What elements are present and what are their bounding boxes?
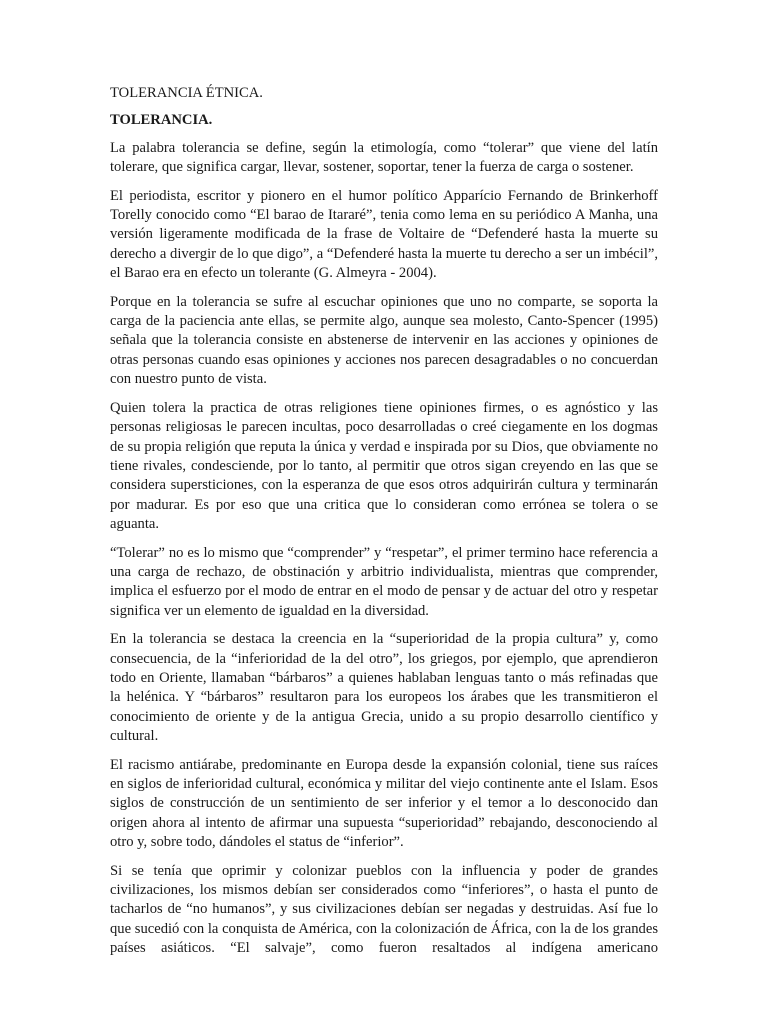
paragraph-canto-spencer: Porque en la tolerancia se sufre al escuchar opiniones que uno no comparte, se soporta la carga de la paciencia ante ellas, se permite algo, aunque sea molesto, Canto-Spencer (1995) señala que la tolerancia consiste en abstenerse de intervenir en las acciones y opiniones de otras personas cuando esas opiniones y acciones nos parecen desagradables o no concuerdan con nuestro punto de vista. [110, 293, 658, 388]
paragraph-superioridad: En la tolerancia se destaca la creencia en la “superioridad de la propia cultura” y, como consecuencia, de la “inferioridad de la del otro”, los griegos, por ejemplo, que aprendieron todo en Oriente, llamaban “bárbaros” a quienes hablaban lenguas tanto o más refinadas que la helénica. Y “bárbaros” resultaron para los europeos los árabes que les transmitieron el conocimiento de oriente y de la antigua Grecia, unido a su propio desarrollo científico y cultural. [110, 631, 658, 745]
document-page [110, 84, 658, 968]
section-heading: TOLERANCIA. [110, 112, 213, 129]
paragraph-torelly: El periodista, escritor y pionero en el humor político Apparício Fernando de Brinkerhoff Torelly conocido como “El barao de Itararé”, tenia como lema en su periódico A Manha, una versión ligeramente modificada de la frase de Voltaire de “Defenderé hasta la muerte su derecho a divergir de lo que digo”, a “Defenderé hasta la muerte tu derecho a ser un imbécil”, el Barao era en efecto un tolerante (G. Almeyra - 2004). [110, 187, 658, 282]
paragraph-colonizar: Si se tenía que oprimir y colonizar pueblos con la influencia y poder de grandes civilizaciones, los mismos debían ser considerados como “inferiores”, o hasta el punto de tacharlos de “no humanos”, y sus civilizaciones debían ser negadas y destruidas. Así fue lo que sucedió con la conquista de América, con la colonización de África, con la de los grandes países asiáticos. “El salvaje”, como fueron resaltados al indígena americano [110, 862, 658, 957]
paragraph-racismo: El racismo antiárabe, predominante en Europa desde la expansión colonial, tiene sus raíces en siglos de inferioridad cultural, económica y militar del viejo continente ante el Islam. Esos siglos de construcción de un sentimiento de ser inferior y el temor a lo desconocido dan origen ahora al intento de afirmar una supuesta “superioridad” rebajando, desconociendo al otro y, sobre todo, dándoles el status de “inferior”. [110, 756, 658, 851]
paragraph-etymology: La palabra tolerancia se define, según la etimología, como “tolerar” que viene del latín tolerare, que significa cargar, llevar, sostener, soportar, tener la fuerza de carga o sostener. [110, 139, 658, 176]
paragraph-religion: Quien tolera la practica de otras religiones tiene opiniones firmes, o es agnóstico y las personas religiosas le parecen incultas, poco desarrolladas o creé ciegamente en los dogmas de su propia religión que reputa la única y verdad e inspirada por su Dios, que obviamente no tiene rivales, condesciende, por lo tanto, al permitir que otros sigan creyendo en las que se considera supersticiones, con la esperanza de que esos otros adquirirán cultura y terminarán por madurar. Es por eso que una critica que lo consideran como errónea se tolera o se aguanta. [110, 399, 658, 533]
paragraph-tolerar-comprender: “Tolerar” no es lo mismo que “comprender” y “respetar”, el primer termino hace referencia a una carga de rechazo, de obstinación y arbitrio individualista, mientras que comprender, implica el esfuerzo por el modo de entrar en el modo de pensar y de actuar del otro y respetar significa ver un elemento de igualdad en la diversidad. [110, 544, 658, 619]
document-title: TOLERANCIA ÉTNICA. [110, 85, 263, 101]
